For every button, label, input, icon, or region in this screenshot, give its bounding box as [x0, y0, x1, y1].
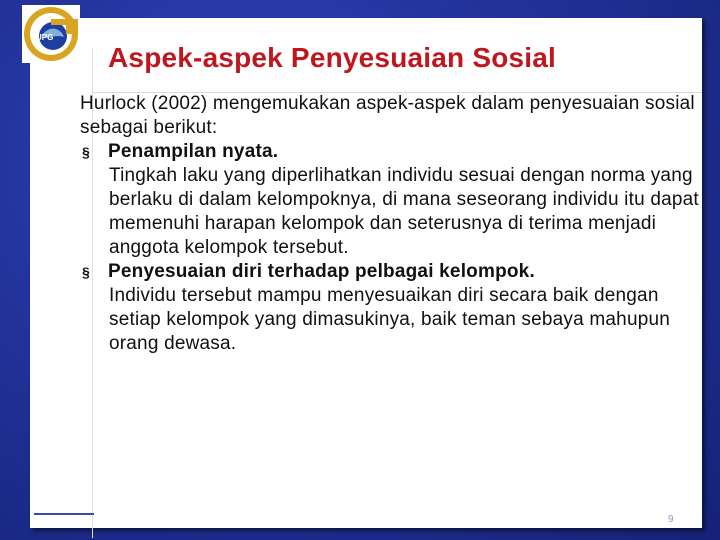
bullet-heading-2-text: Penyesuaian diri terhadap pelbagai kelompok.: [108, 261, 535, 282]
slide-content: [80, 92, 710, 356]
slide-title: Aspek-aspek Penyesuaian Sosial: [108, 42, 556, 73]
bullet-heading-1: [80, 140, 710, 164]
bullet-heading-2: [80, 260, 710, 284]
bottom-rule: [34, 513, 94, 515]
page-number: 9: [668, 514, 674, 525]
logo-text: UPG: [36, 33, 54, 42]
bullet-description-1: Tingkah laku yang diperlihatkan individu sesuai dengan norma yang berlaku di dalam kelompoknya, di mana seseorang individu itu dapat memenuhi harapan kelompok dan seterusnya di terima menjadi anggota kelompok tersebut.: [109, 165, 699, 258]
university-seal-icon: [22, 5, 80, 63]
bullet-marker-icon: §: [82, 264, 90, 280]
intro-text: Hurlock (2002) mengemukakan aspek-aspek dalam penyesuaian sosial sebagai berikut:: [80, 93, 695, 138]
bullet-description-2: Individu tersebut mampu menyesuaikan diri secara baik dengan setiap kelompok yang dimasukinya, baik teman sebaya mahupun orang dewasa.: [109, 285, 671, 354]
bullet-marker-icon: §: [82, 144, 90, 160]
bullet-heading-1-text: Penampilan nyata.: [108, 141, 279, 162]
